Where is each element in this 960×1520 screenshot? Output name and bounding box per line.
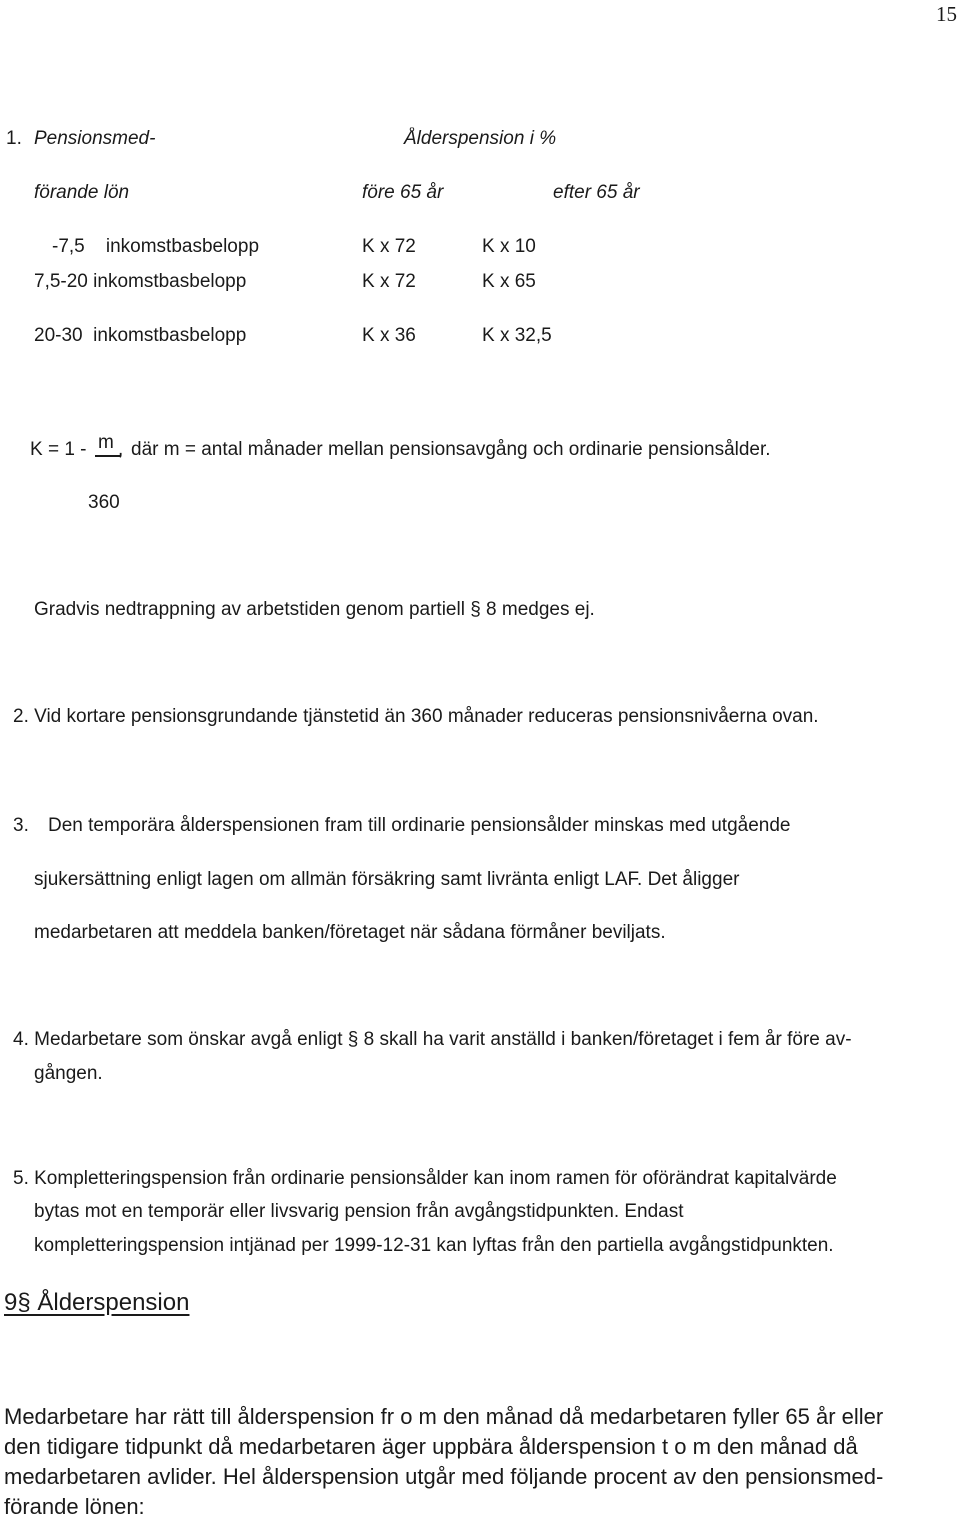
item-5-line: kompletteringspension intjänad per 1999-12-31 kan lyftas från den partiella avgångstidpunkten. xyxy=(34,1235,834,1256)
row-label: 7,5-20 inkomstbasbelopp xyxy=(34,271,247,292)
table-header-before-65: före 65 år xyxy=(362,182,444,203)
row-label: -7,5 inkomstbasbelopp xyxy=(52,236,260,257)
paragraph-line: medarbetaren avlider. Hel ålderspension utgår med följande procent av den pensionsmed- xyxy=(4,1464,884,1489)
formula-comma: , xyxy=(118,439,124,460)
item-5-line: bytas mot en temporär eller livsvarig pension från avgångstidpunkten. Endast xyxy=(34,1201,684,1222)
section-heading: 9§ Ålderspension xyxy=(4,1289,190,1316)
table-header-pension-percent: Ålderspension i % xyxy=(404,128,557,149)
table-header-after-65: efter 65 år xyxy=(553,182,640,203)
item-3-line: sjukersättning enligt lagen om allmän försäkring samt livränta enligt LAF. Det åligger xyxy=(34,869,740,890)
row-before-value: K x 36 xyxy=(362,325,416,346)
formula-denominator: 360 xyxy=(88,492,120,513)
paragraph-line: förande lönen: xyxy=(4,1494,145,1519)
row-after-value: K x 32,5 xyxy=(482,325,552,346)
row-before-value: K x 72 xyxy=(362,271,416,292)
item-4-line: 4. Medarbetare som önskar avgå enligt § 8 skall ha varit anställd i banken/företaget i fem år före av- xyxy=(13,1029,852,1050)
item-3-number: 3. xyxy=(13,815,29,836)
item-5-line: 5. Kompletteringspension från ordinarie pensionsålder kan inom ramen för oförändrat kapitalvärde xyxy=(13,1168,837,1189)
table-header-salary-line2: förande lön xyxy=(34,182,130,203)
row-after-value: K x 10 xyxy=(482,236,536,257)
formula-numerator: m xyxy=(98,432,114,453)
row-before-value: K x 72 xyxy=(362,236,416,257)
item-2: 2. Vid kortare pensionsgrundande tjänstetid än 360 månader reduceras pensionsnivåerna ovan. xyxy=(13,706,819,727)
table-item-number: 1. xyxy=(6,128,22,149)
paragraph-line: den tidigare tidpunkt då medarbetaren äger uppbära ålderspension t o m den månad då xyxy=(4,1434,858,1459)
row-label: 20-30 inkomstbasbelopp xyxy=(34,325,247,346)
item-4-line: gången. xyxy=(34,1063,103,1084)
page-number: 15 xyxy=(936,2,957,26)
item-3-line: Den temporära ålderspensionen fram till ordinarie pensionsålder minskas med utgående xyxy=(48,815,791,836)
table-header-salary-line1: Pensionsmed- xyxy=(34,128,156,149)
row-after-value: K x 65 xyxy=(482,271,536,292)
note-gradvis: Gradvis nedtrappning av arbetstiden genom partiell § 8 medges ej. xyxy=(34,599,595,620)
formula-prefix: K = 1 - xyxy=(30,439,87,460)
item-3-line: medarbetaren att meddela banken/företaget när sådana förmåner beviljats. xyxy=(34,922,666,943)
paragraph-line: Medarbetare har rätt till ålderspension fr o m den månad då medarbetaren fyller 65 år eller xyxy=(4,1404,884,1429)
formula-description: där m = antal månader mellan pensionsavgång och ordinarie pensionsålder. xyxy=(131,439,771,460)
